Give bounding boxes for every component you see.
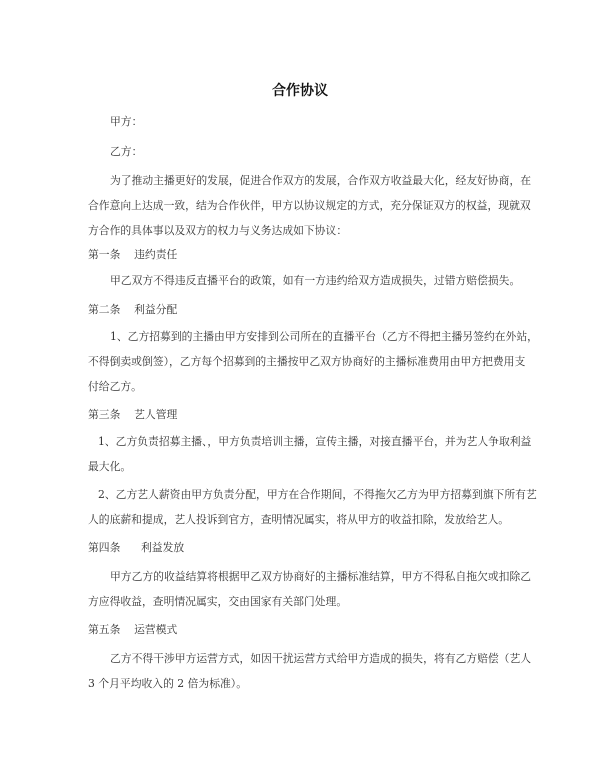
- article-5-paragraph: [88, 646, 532, 696]
- text-line: 2、乙方艺人薪资由甲方负责分配，甲方在合作期间，不得拖欠乙方为甲方招募到旗下所有艺: [98, 488, 537, 501]
- article-1-heading: 第一条 违约责任: [88, 248, 178, 261]
- article-3-paragraph-2: [88, 482, 537, 532]
- article-2-paragraph: [88, 324, 538, 399]
- text-line: 3 个月平均收入的 2 倍为标准）。: [88, 677, 247, 690]
- text-line: 为了推动主播更好的发展，促进合作双方的发展，合作双方收益最大化，经友好协商，在: [110, 174, 532, 187]
- text-line: 1、乙方负责招募主播、，甲方负责培训主播，宣传主播，对接直播平台，并为艺人争取利益: [98, 435, 532, 448]
- text-line: 乙方不得干涉甲方运营方式，如因干扰运营方式给甲方造成的损失，将有乙方赔偿（艺人: [110, 652, 532, 665]
- text-line: 人的底薪和提成，艺人投诉到官方，查明情况属实，将从甲方的收益扣除，发放给艺人。: [88, 513, 510, 526]
- text-line: 方应得收益，查明情况属实，交由国家有关部门处理。: [88, 595, 348, 608]
- text-line: 合作意向上达成一致，结为合作伙伴，甲方以协议规定的方式，充分保证双方的权益，现就双: [88, 199, 531, 212]
- article-4-paragraph: [88, 564, 532, 614]
- article-2-heading: 第二条 利益分配: [88, 303, 178, 316]
- document-title: 合作协议: [272, 83, 328, 99]
- text-line: 甲方乙方的收益结算将根据甲乙双方协商好的主播标准结算，甲方不得私自拖欠或扣除乙: [110, 570, 532, 583]
- text-line: 方合作的具体事以及双方的权力与义务达成如下协议：: [88, 224, 348, 237]
- party-a-label: 甲方：: [110, 115, 143, 128]
- text-line: 甲乙双方不得违反直播平台的政策，如有一方违约给双方造成损失，过错方赔偿损失。: [110, 274, 521, 287]
- party-b-label: 乙方：: [110, 145, 143, 158]
- text-line: 不得倒卖或倒签），乙方每个招募到的主播按甲乙双方协商好的主播标准费用由甲方把费用支: [88, 355, 526, 368]
- article-4-heading: 第四条 利益发放: [88, 541, 185, 554]
- article-1-paragraph: [88, 268, 521, 293]
- text-line: 最大化。: [88, 460, 132, 473]
- article-5-heading: 第五条 运营模式: [88, 623, 178, 636]
- text-line: 付给乙方。: [88, 380, 142, 393]
- intro-paragraph: [88, 168, 532, 243]
- text-line: 1、乙方招募到的主播由甲方安排到公司所在的直播平台（乙方不得把主播另签约在外站，: [110, 330, 538, 343]
- article-3-paragraph-1: [88, 429, 532, 479]
- article-3-heading: 第三条 艺人管理: [88, 408, 178, 421]
